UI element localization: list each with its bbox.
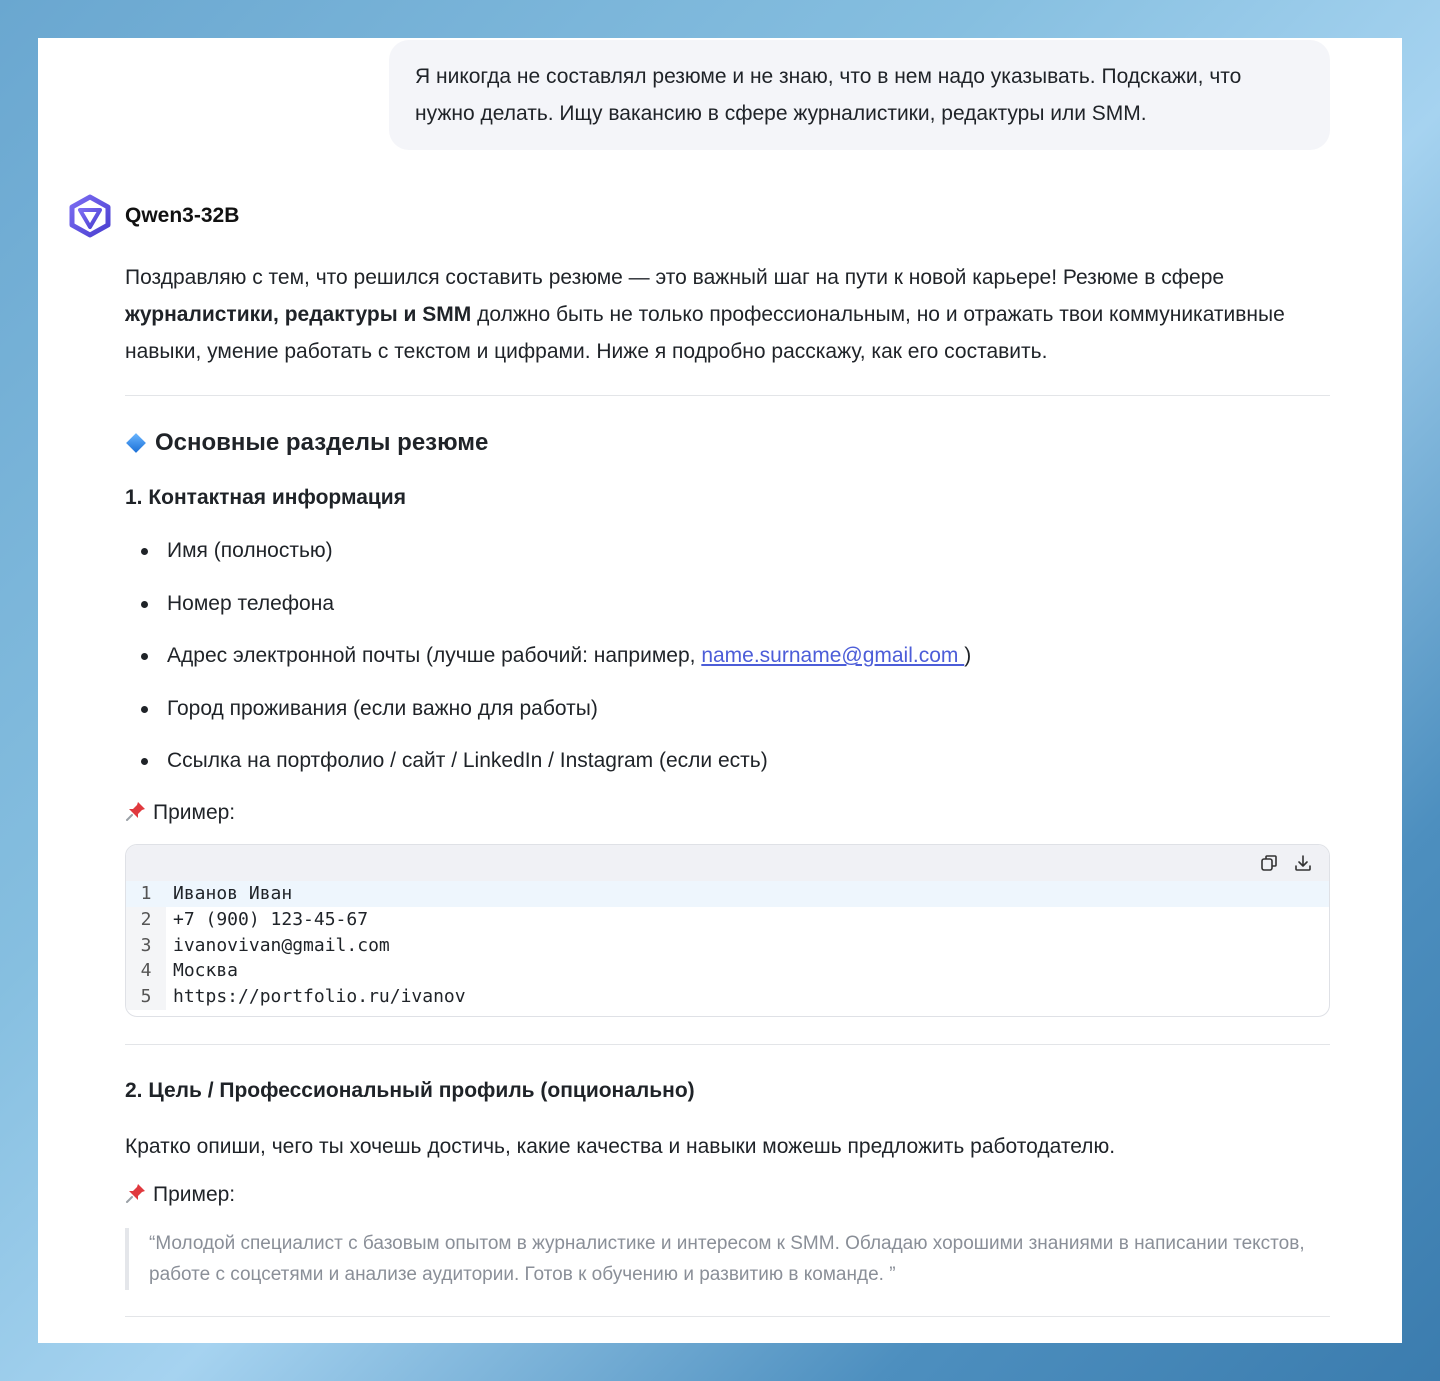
download-icon[interactable] [1293, 853, 1313, 873]
section-title [125, 428, 1330, 458]
code-body [126, 881, 1329, 1016]
pushpin-icon [125, 1182, 147, 1204]
line-number: 4 [126, 958, 166, 984]
code-text: Иванов Иван [173, 882, 293, 904]
goal-text: Кратко опиши, чего ты хочешь достичь, какие качества и навыки можешь предложить работодателю. [125, 1134, 1116, 1158]
pushpin-icon [125, 800, 147, 822]
list-item-text: Адрес электронной почты (лучше рабочий: например, [167, 644, 702, 668]
divider [125, 1044, 1330, 1045]
code-line [126, 881, 1329, 907]
example-quote: “Молодой специалист с базовым опытом в журналистике и интересом к SMM. Обладаю хорошими знаниями в написании текстов, работе с соцсетями и анализе аудитории. Готов к обучению и развитию в команде. ” [125, 1228, 1330, 1290]
code-line [126, 958, 1329, 984]
line-number: 5 [126, 984, 166, 1010]
section-title-text: Основные разделы резюме [155, 429, 489, 456]
copy-icon[interactable] [1259, 853, 1279, 873]
code-line [126, 933, 1329, 959]
contact-list [125, 537, 1330, 800]
line-number: 2 [126, 907, 166, 933]
list-item: Город проживания (если важно для работы) [125, 695, 1330, 748]
example-label [125, 1180, 1330, 1210]
code-line [126, 984, 1329, 1010]
divider [125, 1316, 1330, 1317]
intro-text-1: Поздравляю с тем, что решился составить резюме — это важный шаг на пути к новой карьере! Резюме в сфере [125, 266, 1225, 289]
divider [125, 395, 1330, 396]
line-number: 3 [126, 933, 166, 959]
user-message-text: Я никогда не составлял резюме и не знаю, что в нем надо указывать. Подскажи, что нужно делать. Ищу вакансию в сфере журналистики, редактуры или SMM. [415, 65, 1242, 125]
user-message-bubble [389, 40, 1330, 150]
line-number: 1 [126, 881, 166, 907]
intro-paragraph [125, 259, 1330, 370]
code-line [126, 907, 1329, 933]
intro-text-2: должно быть не только профессиональным, но и отражать твои коммуникативные навыки, умение работать с текстом и цифрами. Ниже я подробно расскажу, как его составить. [125, 303, 1285, 363]
model-name: Qwen3-32B [125, 204, 240, 227]
chat-panel [38, 38, 1402, 1343]
code-block [125, 844, 1330, 1017]
email-link[interactable]: name.surname@gmail.com [701, 644, 965, 668]
example-label-text: Пример: [153, 800, 236, 824]
code-text: ivanovivan@gmail.com [173, 934, 390, 956]
intro-bold: журналистики, редактуры и SMM [125, 303, 472, 326]
blue-diamond-icon [126, 433, 146, 453]
assistant-header [68, 194, 239, 238]
code-toolbar [126, 845, 1329, 881]
list-item [125, 642, 1330, 695]
example-label-text: Пример: [153, 1182, 236, 1206]
assistant-response [125, 258, 1330, 1317]
code-text: +7 (900) 123-45-67 [173, 908, 369, 930]
qwen-logo-icon [68, 194, 112, 238]
list-item: Имя (полностью) [125, 537, 1330, 590]
code-text: https://portfolio.ru/ivanov [173, 986, 466, 1008]
code-text: Москва [173, 960, 239, 982]
list-item: Номер телефона [125, 590, 1330, 643]
contact-heading: 1. Контактная информация [125, 486, 406, 509]
example-label [125, 798, 1330, 828]
goal-heading: 2. Цель / Профессиональный профиль (опционально) [125, 1078, 695, 1102]
list-item: Ссылка на портфолио / сайт / LinkedIn / Instagram (если есть) [125, 747, 1330, 800]
list-item-suffix: ) [964, 644, 972, 668]
